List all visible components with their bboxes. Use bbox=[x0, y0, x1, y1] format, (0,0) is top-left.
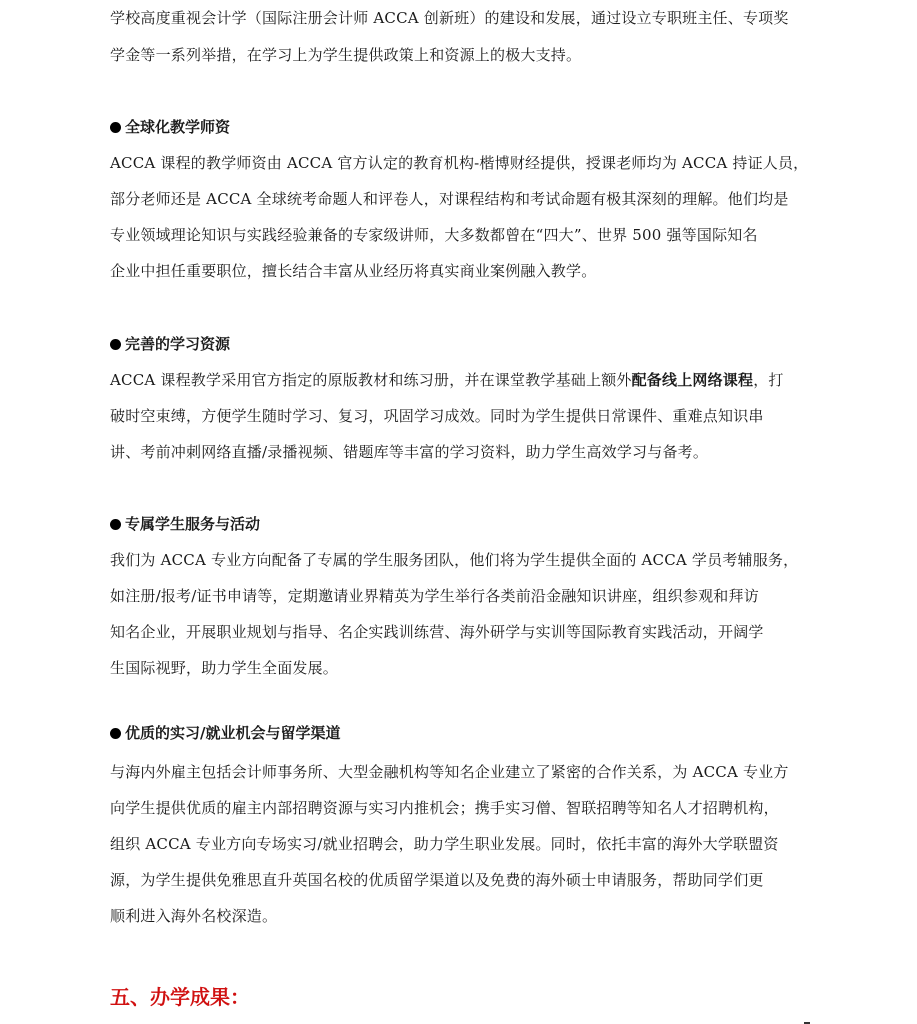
intro-line-1: 学校高度重视会计学（国际注册会计师 ACCA 创新班）的建设和发展，通过设立专职班主任、专项奖 bbox=[110, 9, 789, 27]
paragraph-line: 生国际视野，助力学生全面发展。 bbox=[110, 659, 339, 677]
paragraph-line: 组织 ACCA 专业方向专场实习/就业招聘会，助力学生职业发展。同时，依托丰富的海外大学联盟资 bbox=[110, 835, 779, 853]
section-heading-services bbox=[110, 514, 260, 534]
text-run: ，打 bbox=[753, 371, 784, 389]
paragraph-line: 向学生提供优质的雇主内部招聘资源与实习内推机会；携手实习僧、智联招聘等知名人才招聘机构， bbox=[110, 799, 779, 817]
paragraph-line: 专业领域理论知识与实践经验兼备的专家级讲师，大多数都曾在“四大”、世界 500 强等国际知名 bbox=[110, 226, 758, 244]
section-heading-text: 专属学生服务与活动 bbox=[125, 515, 261, 533]
paragraph-line: ACCA 课程的教学师资由 ACCA 官方认定的教育机构-楷博财经提供，授课老师均为 ACCA 持证人员， bbox=[110, 154, 809, 172]
emphasis-text: 配备线上网络课程 bbox=[631, 371, 754, 389]
bullet-icon bbox=[110, 122, 121, 133]
bullet-icon bbox=[110, 728, 121, 739]
paragraph-line: 与海内外雇主包括会计师事务所、大型金融机构等知名企业建立了紧密的合作关系，为 ACCA 专业方 bbox=[110, 763, 789, 781]
paragraph-line: 知名企业，开展职业规划与指导、名企实践训练营、海外研学与实训等国际教育实践活动，开阔学 bbox=[110, 623, 764, 641]
paragraph-line: 企业中担任重要职位，擅长结合丰富从业经历将真实商业案例融入教学。 bbox=[110, 262, 597, 280]
paragraph-line: 部分老师还是 ACCA 全球统考命题人和评卷人，对课程结构和考试命题有极其深刻的理解。他们均是 bbox=[110, 190, 789, 208]
paragraph-line: 顺利进入海外名校深造。 bbox=[110, 907, 278, 925]
section-heading-text: 全球化教学师资 bbox=[125, 118, 231, 136]
intro-line-2: 学金等一系列举措，在学习上为学生提供政策上和资源上的极大支持。 bbox=[110, 46, 582, 64]
section-heading-text: 优质的实习/就业机会与留学渠道 bbox=[125, 724, 341, 742]
section-heading-internship bbox=[110, 723, 340, 743]
paragraph-line: 破时空束缚，方便学生随时学习、复习，巩固学习成效。同时为学生提供日常课件、重难点知识串 bbox=[110, 407, 764, 425]
section-title-results: 五、办学成果： bbox=[110, 985, 250, 1009]
section-heading-resources bbox=[110, 334, 230, 354]
paragraph-line: 如注册/报考/证书申请等，定期邀请业界精英为学生举行各类前沿金融知识讲座，组织参观和拜访 bbox=[110, 587, 759, 605]
section-heading-teachers bbox=[110, 117, 230, 137]
bullet-icon bbox=[110, 339, 121, 350]
paragraph-line: 源，为学生提供免雅思直升英国名校的优质留学渠道以及免费的海外硕士申请服务，帮助同学们更 bbox=[110, 871, 764, 889]
text-run: ACCA 课程教学采用官方指定的原版教材和练习册，并在课堂教学基础上额外 bbox=[110, 371, 632, 389]
section-heading-text: 完善的学习资源 bbox=[125, 335, 231, 353]
paragraph-line bbox=[110, 370, 810, 390]
paragraph-line: 讲、考前冲刺网络直播/录播视频、错题库等丰富的学习资料，助力学生高效学习与备考。 bbox=[110, 443, 709, 461]
bullet-icon bbox=[110, 519, 121, 530]
paragraph-line: 我们为 ACCA 专业方向配备了专属的学生服务团队，他们将为学生提供全面的 ACCA 学员考辅服务， bbox=[110, 551, 799, 569]
